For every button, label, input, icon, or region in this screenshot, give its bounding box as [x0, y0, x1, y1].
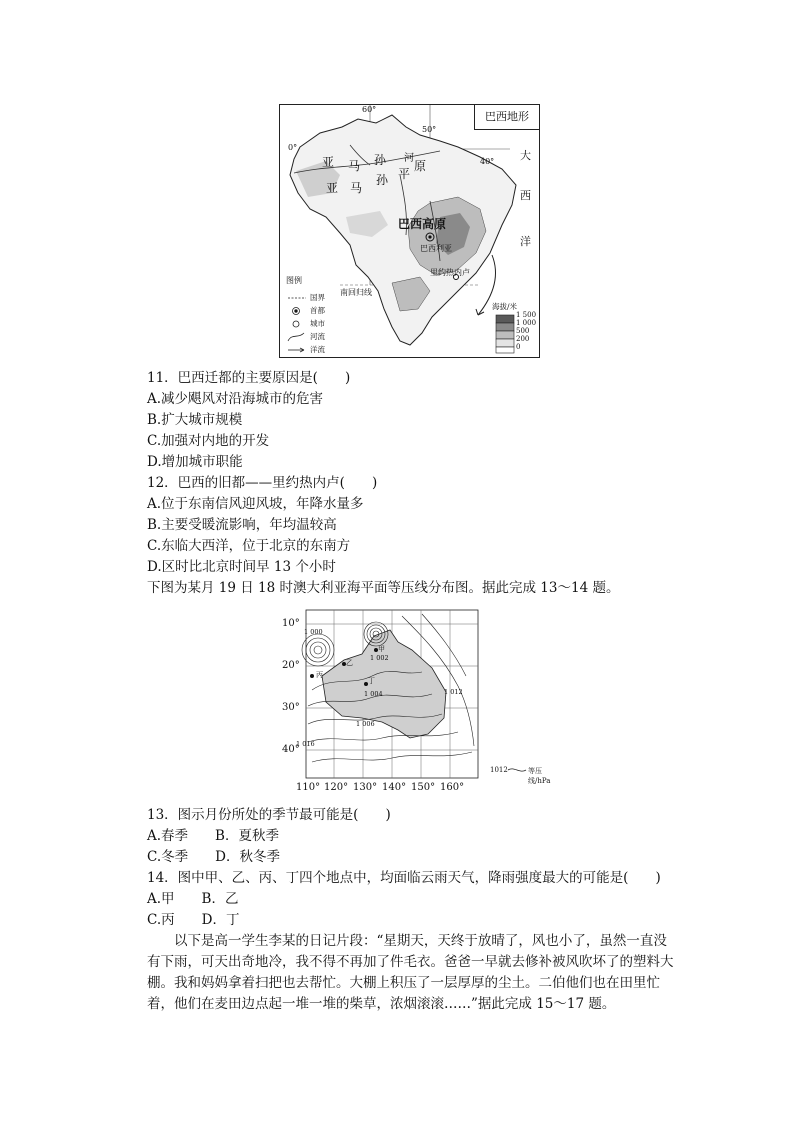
question-option: C.加强对内地的开发: [147, 433, 270, 449]
legend-item: 城市: [310, 319, 325, 328]
map-title: 巴西地形: [474, 105, 539, 130]
lon-label: 130°: [353, 782, 378, 793]
question-option: C.丙 D．丁: [147, 912, 240, 928]
lat-label: 40°: [480, 157, 495, 166]
isobar-value: 1 002: [370, 654, 389, 662]
region-label: 平: [398, 167, 411, 181]
lat-label: 10°: [282, 618, 300, 629]
legend-label: 等压线/hPa: [528, 767, 551, 785]
elevation-value: 500: [516, 327, 530, 335]
lat-label: 50°: [422, 125, 437, 134]
question-option: A.位于东南信风迎风坡，年降水量多: [147, 496, 364, 512]
capital-label: 巴西利亚: [420, 244, 452, 253]
section-intro: 下图为某月 19 日 18 时澳大利亚海平面等压线分布图。据此完成 13～14 题。: [147, 580, 620, 596]
lon-label: 150°: [411, 782, 436, 793]
isobar-value: 1 006: [356, 720, 375, 728]
question-option: D.区时比北京时间早 13 个小时: [147, 559, 336, 575]
question-option: A.甲 B．乙: [147, 891, 239, 907]
question-option: C.冬季 D．秋冬季: [147, 849, 280, 865]
region-label: 河: [404, 153, 414, 164]
question-option: B.扩大城市规模: [147, 412, 243, 428]
question-stem: 13．图示月份所处的季节最可能是( ): [147, 807, 391, 823]
legend-title: 图例: [286, 276, 302, 285]
region-label: 亚: [322, 155, 335, 169]
elevation-value: 1 500: [516, 311, 537, 319]
region-label: 马: [348, 159, 361, 173]
legend-item: 洋流: [310, 345, 325, 354]
ocean-label: 大: [520, 149, 531, 162]
australia-isobar-map: [282, 606, 551, 796]
ocean-label: 西: [520, 189, 531, 202]
brazil-terrain-map: [279, 104, 540, 358]
question-stem: 12．巴西的旧都——里约热内卢( ): [147, 475, 378, 491]
lon-label: 160°: [440, 782, 465, 793]
lon-label: 120°: [324, 782, 349, 793]
point-label: 丙: [316, 671, 323, 679]
region-label: 原: [414, 159, 427, 173]
region-label: 马: [350, 181, 363, 195]
legend-value: 1012: [490, 766, 508, 774]
legend-item: 国界: [310, 293, 325, 302]
region-label: 孙: [374, 153, 387, 167]
lat-label: 60°: [362, 105, 377, 114]
question-option: A.减少飓风对沿海城市的危害: [147, 391, 324, 407]
elevation-value: 200: [516, 335, 530, 343]
isobar-value: 1 004: [364, 690, 383, 698]
lat-label: 20°: [282, 660, 300, 671]
question-option: C.东临大西洋，位于北京的东南方: [147, 538, 351, 554]
city-label: 里约热内卢: [430, 268, 470, 277]
diary-passage: 以下是高一学生李某的日记片段：“星期天，天终于放晴了，风也小了，虽然一直没有下雨，可天出奇地冷，我不得不再加了件毛衣。爸爸一早就去修补被风吹坏了的塑料大棚。我和妈妈拿着扫把也去帮忙。大棚上积压了一层厚厚的尘土。二伯他们也在田里忙着，他们在麦田边点起一堆一堆的柴草，浓烟滚滚……”据此完成 15～17 题。: [147, 933, 674, 1012]
ocean-label: 洋: [520, 235, 531, 248]
question-option: D.增加城市职能: [147, 454, 243, 470]
region-label: 亚: [326, 181, 339, 195]
lat-label: 30°: [282, 702, 300, 713]
tropic-label: 南回归线: [340, 288, 372, 297]
region-label: 孙: [376, 173, 389, 187]
question-stem: 14．图中甲、乙、丙、丁四个地点中，均面临云雨天气，降雨强度最大的可能是( ): [147, 870, 661, 886]
isobar-value: 1 016: [296, 740, 315, 748]
isobar-value: 1 012: [444, 688, 463, 696]
elevation-value: 1 000: [516, 319, 537, 327]
isobar-value: 1 000: [304, 628, 323, 636]
question-stem: 11．巴西迁都的主要原因是( ): [147, 370, 351, 386]
question-option: A.春季 B．夏秋季: [147, 828, 279, 844]
legend-item: 首都: [310, 306, 325, 315]
elevation-title: 海拔/米: [492, 302, 518, 311]
lat-label: 0°: [288, 143, 298, 152]
lon-label: 110°: [296, 782, 321, 793]
elevation-value: 0: [516, 343, 521, 351]
point-label: 乙: [346, 659, 353, 667]
region-label: 巴西高原: [398, 217, 447, 231]
legend-item: 河流: [310, 332, 325, 341]
point-label: 丁: [368, 677, 375, 685]
lon-label: 140°: [382, 782, 407, 793]
lat-label: 40°: [282, 744, 300, 755]
question-option: B.主要受暖流影响，年均温较高: [147, 517, 337, 533]
point-label: 甲: [378, 645, 385, 653]
